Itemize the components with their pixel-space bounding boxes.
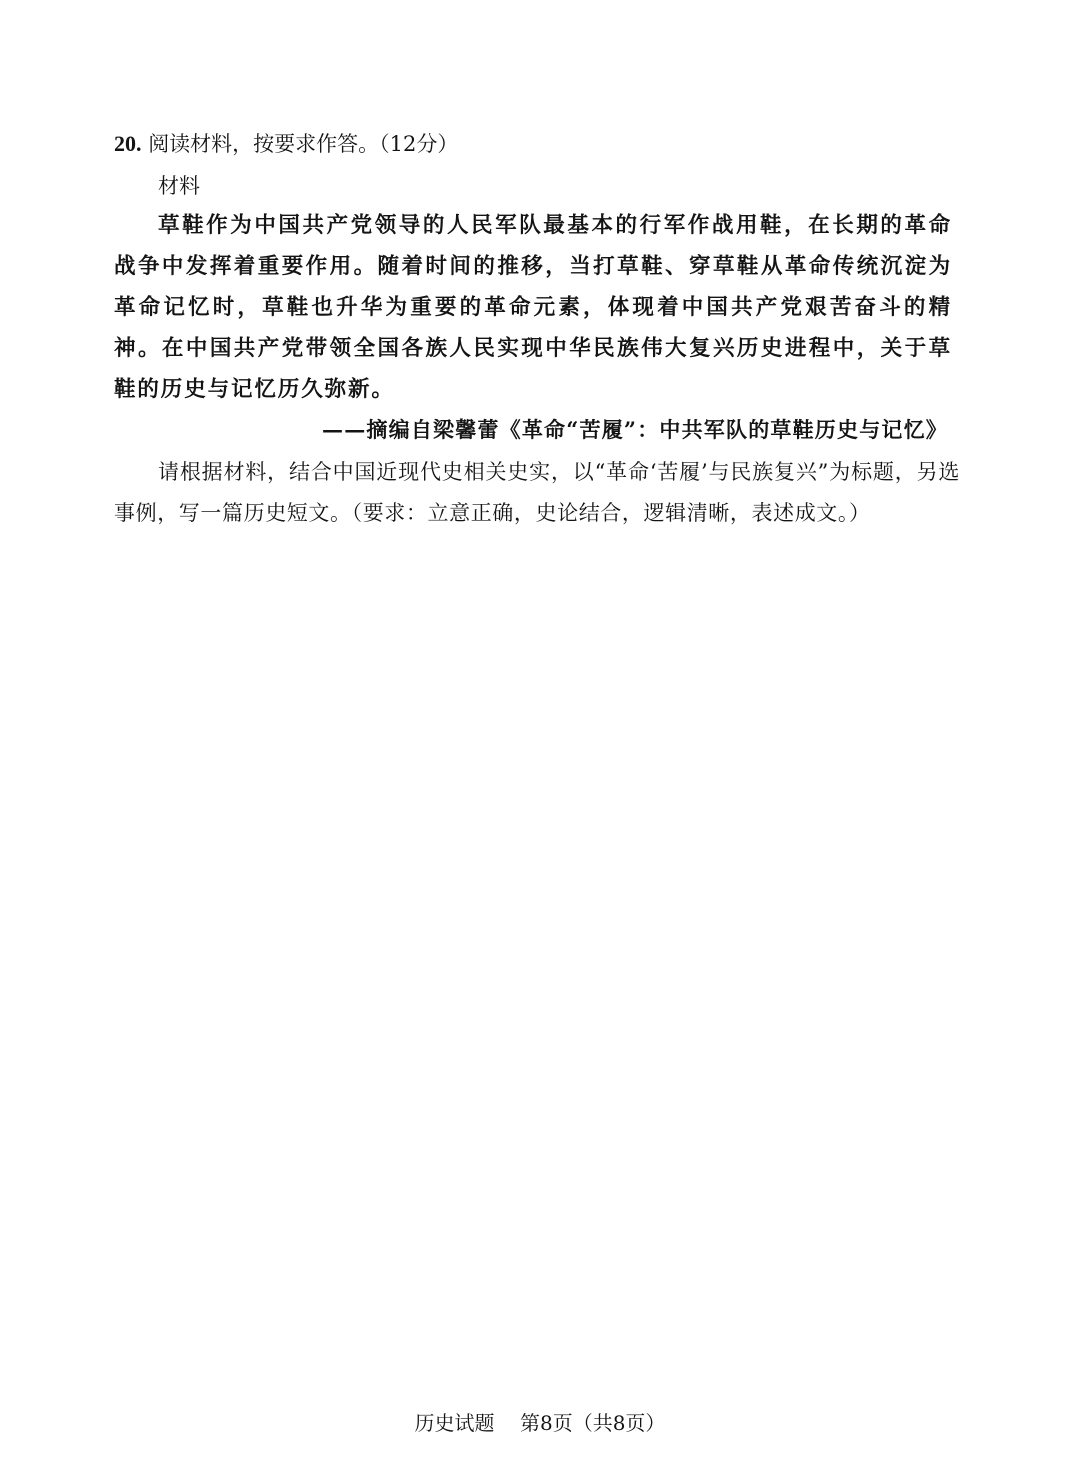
page-footer [0, 1405, 1080, 1441]
footer-page-info: 第8页（共8页） [519, 1411, 666, 1435]
material-body: 草鞋作为中国共产党领导的人民军队最基本的行军作战用鞋，在长期的革命战争中发挥着重要作用。随着时间的推移，当打草鞋、穿草鞋从革命传统沉淀为革命记忆时，草鞋也升华为重要的革命元素，体现着中国共产党艰苦奋斗的精神。在中国共产党带领全国各族人民实现中华民族伟大复兴历史进程中，关于草鞋的历史与记忆历久弥新。 [114, 213, 952, 402]
question-prompt: 阅读材料，按要求作答。（12分） [148, 132, 459, 156]
footer-subject: 历史试题 [414, 1411, 495, 1435]
question-header [114, 124, 458, 164]
material-source: ——摘编自梁馨蕾《革命“苦履”：中共军队的草鞋历史与记忆》 [322, 417, 948, 442]
task-instructions: 请根据材料，结合中国近现代史相关史实，以“革命‘苦履’与民族复兴”为标题，另选事例，写一篇历史短文。（要求：立意正确，史论结合，逻辑清晰，表述成文。） [114, 460, 960, 525]
material-label: 材料 [158, 174, 200, 198]
question-number: 20. [114, 131, 142, 156]
